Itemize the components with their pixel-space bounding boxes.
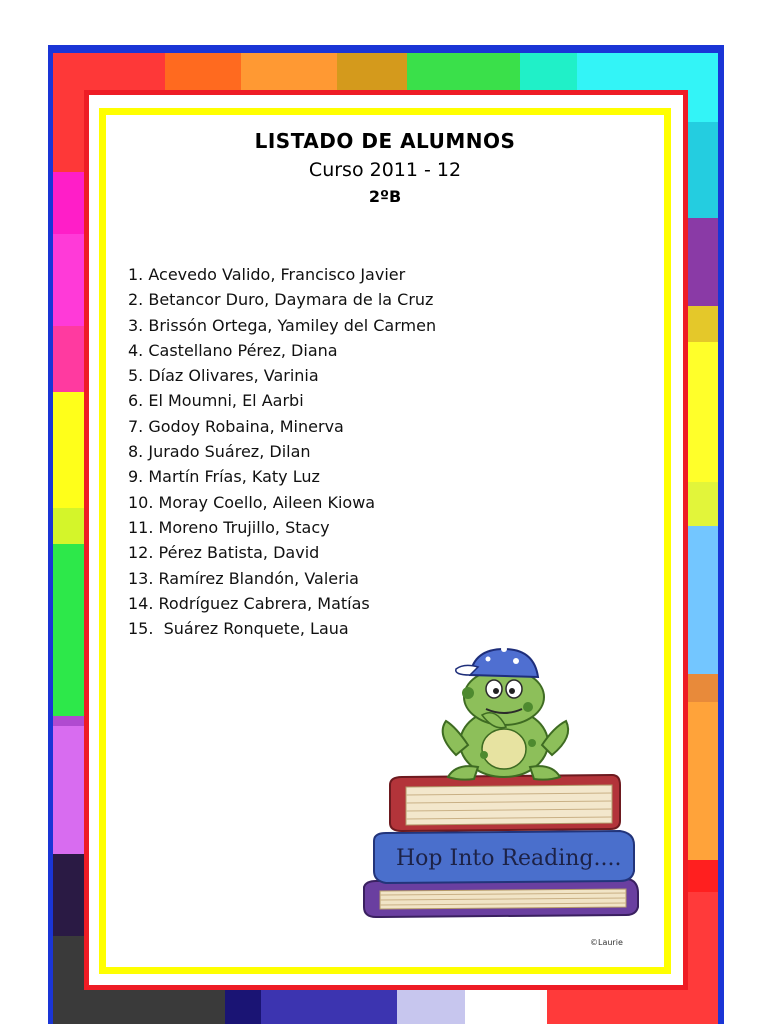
rainbow-band-segment: [688, 90, 718, 122]
rainbow-band-segment: [688, 892, 718, 1024]
rainbow-band-segment: [53, 234, 84, 326]
list-item: 10. Moray Coello, Aileen Kiowa: [128, 492, 376, 512]
list-item: 2. Betancor Duro, Daymara de la Cruz: [128, 290, 434, 310]
red-book: [390, 775, 620, 831]
student-list: [128, 262, 436, 641]
list-item: 13. Ramírez Blandón, Valeria: [128, 568, 359, 588]
rainbow-band-segment: [261, 990, 397, 1024]
frog-on-books-illustration: [356, 645, 646, 955]
rainbow-band-segment: [53, 716, 84, 726]
artist-signature: ©Laurie: [590, 938, 623, 947]
rainbow-band-segment: [688, 702, 718, 860]
list-item: 3. Brissón Ortega, Yamiley del Carmen: [128, 315, 437, 335]
rainbow-band-segment: [688, 526, 718, 674]
list-item: 8. Jurado Suárez, Dilan: [128, 442, 311, 462]
course-year: Curso 2011 - 12: [308, 159, 462, 181]
rainbow-band-segment: [520, 53, 577, 90]
rainbow-band-segment: [53, 90, 84, 172]
rainbow-band-segment: [53, 326, 84, 392]
rainbow-band-segment: [53, 544, 84, 716]
document-page: [106, 115, 664, 967]
rainbow-band-segment: [241, 53, 337, 90]
rainbow-band-segment: [397, 990, 465, 1024]
rainbow-band-segment: [465, 990, 547, 1024]
rainbow-band-segment: [407, 53, 520, 90]
list-item: 5. Díaz Olivares, Varinia: [128, 366, 319, 386]
blue-cap-icon: [456, 646, 538, 677]
rainbow-band-segment: [53, 508, 84, 544]
rainbow-band-segment: [577, 53, 718, 90]
rainbow-band-segment: [688, 674, 718, 702]
frog-icon: [443, 669, 568, 780]
rainbow-band-segment: [53, 53, 165, 90]
rainbow-band-segment: [53, 990, 225, 1024]
rainbow-band-segment: [53, 172, 84, 234]
rainbow-band-segment: [53, 726, 84, 854]
rainbow-band-segment: [165, 53, 241, 90]
list-item: 7. Godoy Robaina, Minerva: [128, 416, 344, 436]
rainbow-band-segment: [688, 342, 718, 482]
rainbow-band-segment: [688, 860, 718, 892]
rainbow-band-segment: [688, 218, 718, 306]
list-item: 14. Rodríguez Cabrera, Matías: [128, 593, 370, 613]
rainbow-band-segment: [547, 990, 688, 1024]
purple-book: [364, 879, 638, 917]
blue-book: [374, 831, 634, 883]
list-item: 15. Suárez Ronquete, Laua: [128, 619, 349, 639]
list-item: 4. Castellano Pérez, Diana: [128, 340, 338, 360]
rainbow-band-segment: [337, 53, 407, 90]
rainbow-band-segment: [53, 392, 84, 508]
list-item: 12. Pérez Batista, David: [128, 543, 320, 563]
rainbow-band-segment: [688, 482, 718, 526]
rainbow-band-segment: [53, 854, 84, 936]
rainbow-band-segment: [688, 122, 718, 218]
list-item: 6. El Moumni, El Aarbi: [128, 391, 304, 411]
list-item: 9. Martín Frías, Katy Luz: [128, 467, 320, 487]
list-item: 11. Moreno Trujillo, Stacy: [128, 517, 330, 537]
rainbow-band-segment: [225, 990, 261, 1024]
rainbow-band-segment: [688, 306, 718, 342]
document-title: LISTADO DE ALUMNOS: [254, 129, 516, 153]
book-title-text: Hop Into Reading....: [396, 846, 622, 871]
class-group: 2ºB: [368, 187, 402, 206]
list-item: 1. Acevedo Valido, Francisco Javier: [128, 265, 406, 284]
